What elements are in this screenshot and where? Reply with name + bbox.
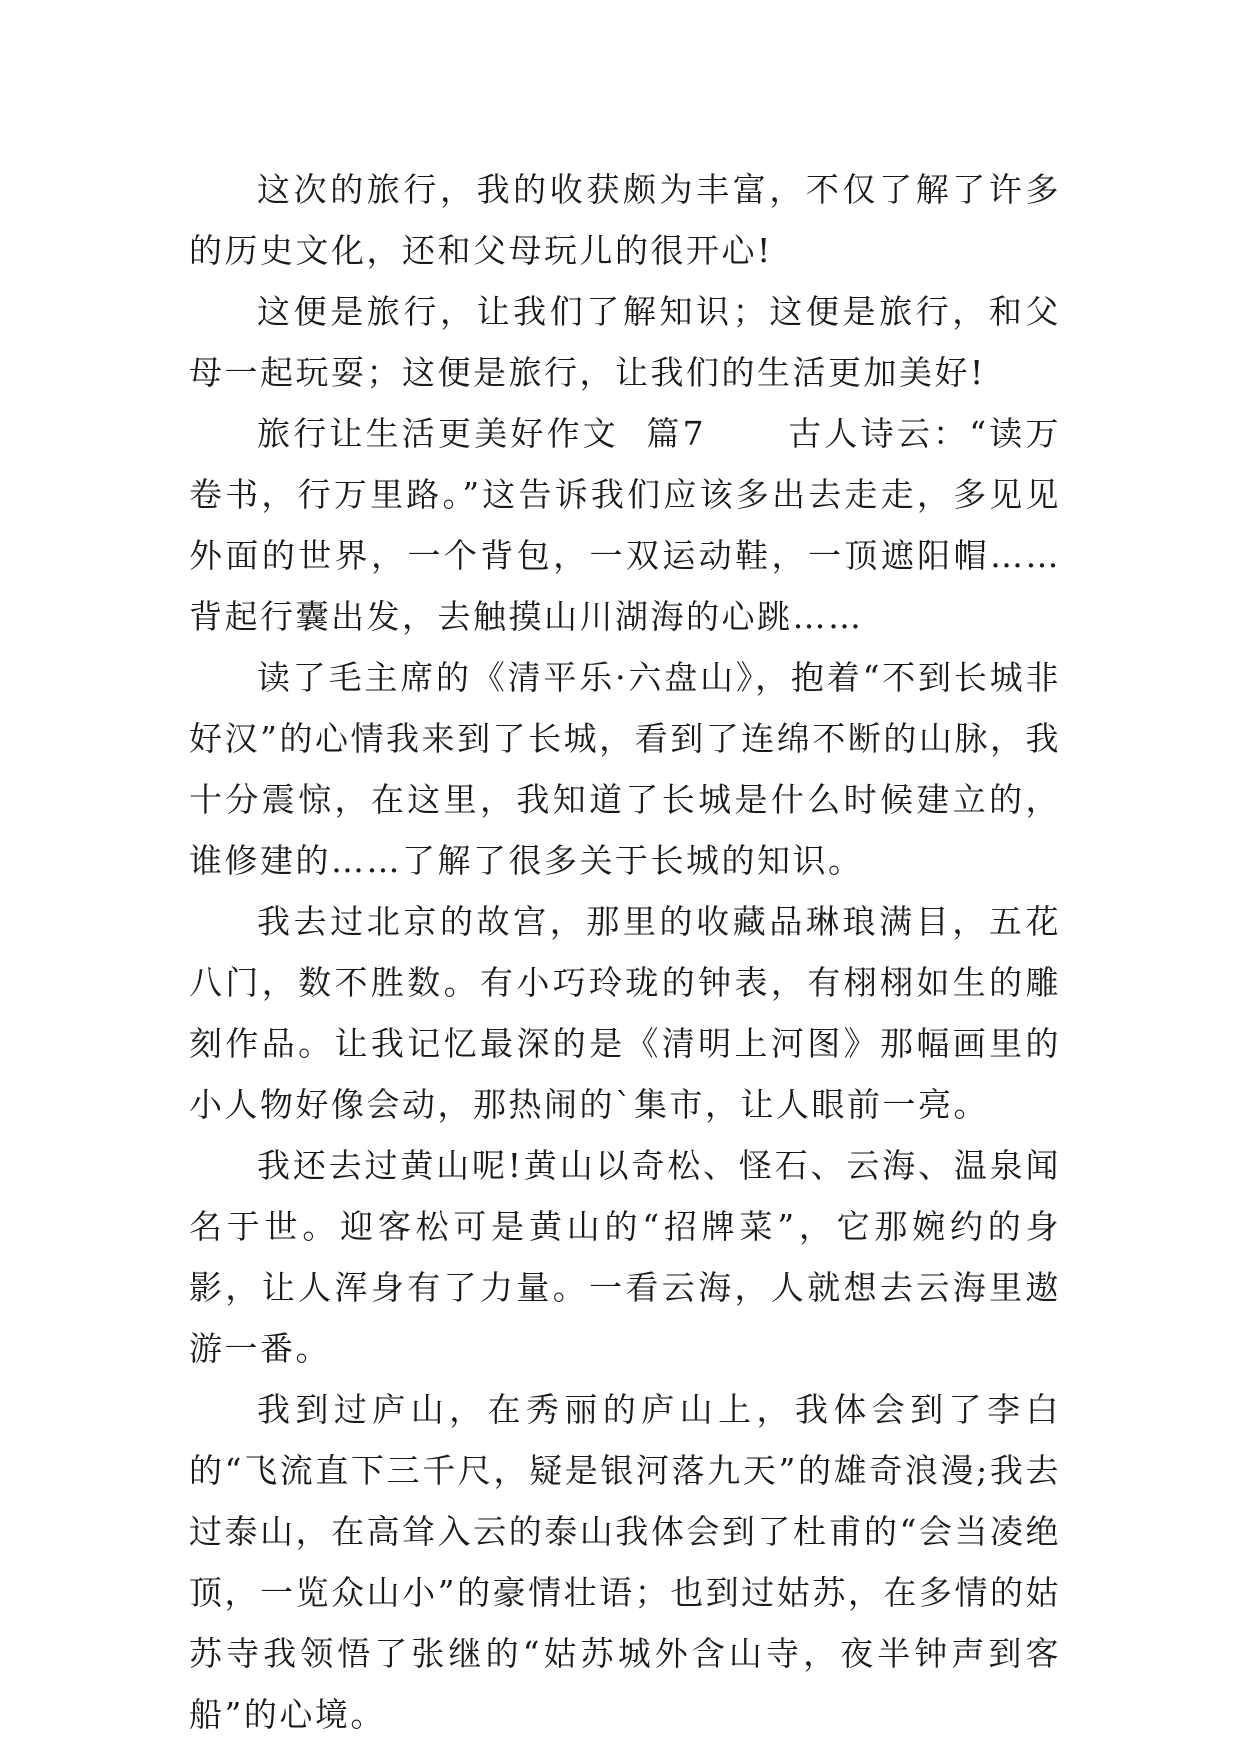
essay-body	[189, 159, 1061, 1745]
section-heading: 旅行让生活更美好作文 篇7	[257, 414, 707, 453]
paragraph-great-wall: 读了毛主席的《清平乐·六盘山》，抱着“不到长城非好汉”的心情我来到了长城，看到了连绵不断的山脉，我十分震惊，在这里，我知道了长城是什么时候建立的，谁修建的……了解了很多关于长城的知识。	[189, 658, 1061, 880]
paragraph-huangshan: 我还去过黄山呢!黄山以奇松、怪石、云海、温泉闻名于世。迎客松可是黄山的“招牌菜”，它那婉约的身影，让人浑身有了力量。一看云海，人就想去云海里遨游一番。	[189, 1146, 1061, 1368]
paragraph-travel-meaning: 这便是旅行，让我们了解知识；这便是旅行，和父母一起玩耍；这便是旅行，让我们的生活更加美好!	[189, 292, 1061, 392]
paragraph-lushan-taishan-gusu: 我到过庐山，在秀丽的庐山上，我体会到了李白的“飞流直下三千尺，疑是银河落九天”的雄奇浪漫;我去过泰山，在高耸入云的泰山我体会到了杜甫的“会当凌绝顶，一览众山小”的豪情壮语；也到过姑苏，在多情的姑苏寺我领悟了张继的“姑苏城外含山寺，夜半钟声到客船”的心境。	[189, 1390, 1061, 1734]
paragraph-essay-7-text: 古人诗云：“读万卷书，行万里路。”这告诉我们应该多出去走走，多见见外面的世界，一个背包，一双运动鞋，一顶遮阳帽……背起行囊出发，去触摸山川湖海的心跳……	[189, 414, 1061, 636]
paragraph-travel-harvest: 这次的旅行，我的收获颇为丰富，不仅了解了许多的历史文化，还和父母玩儿的很开心!	[189, 170, 1061, 270]
paragraph-essay-7-intro	[189, 403, 1061, 647]
paragraph-forbidden-city: 我去过北京的故宫，那里的收藏品琳琅满目，五花八门，数不胜数。有小巧玲珑的钟表，有栩栩如生的雕刻作品。让我记忆最深的是《清明上河图》那幅画里的小人物好像会动，那热闹的`集市，让人眼前一亮。	[189, 902, 1061, 1124]
